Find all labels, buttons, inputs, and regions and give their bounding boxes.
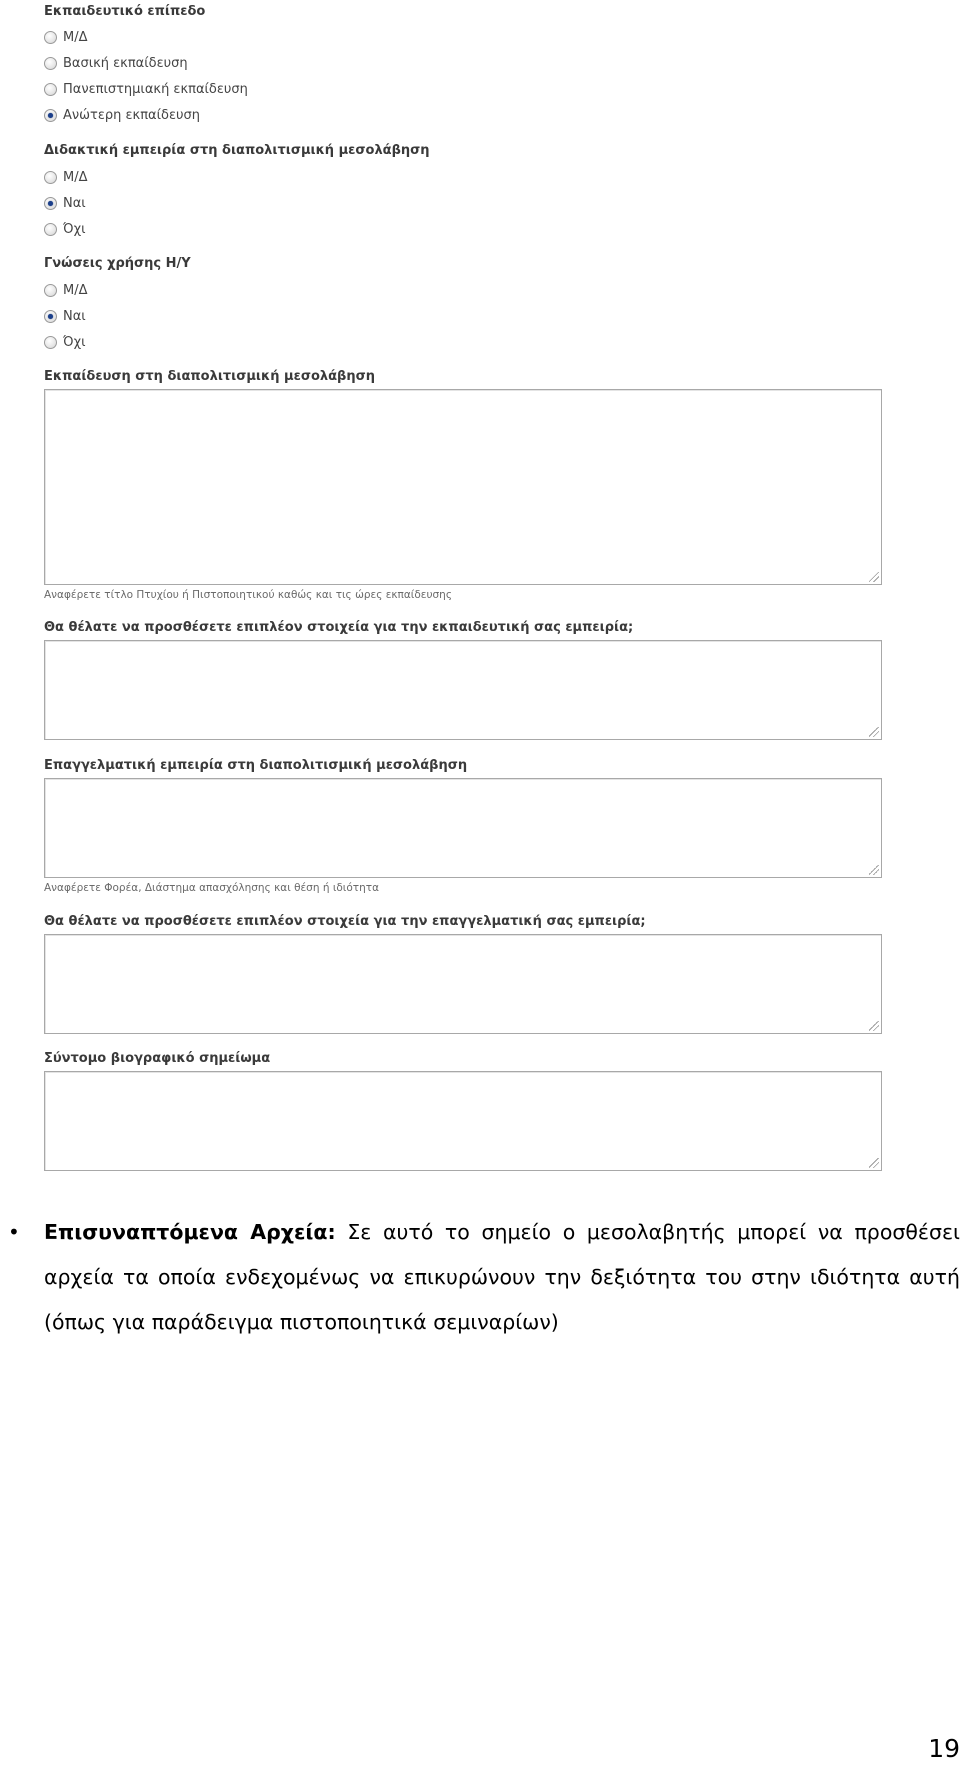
page-number: 19 bbox=[928, 1734, 960, 1763]
teaching-option-yes[interactable] bbox=[44, 194, 86, 212]
extra-professional-label: Θα θέλατε να προσθέσετε επιπλέον στοιχεία για την επαγγελματική σας εμπειρία; bbox=[44, 914, 646, 929]
option-label: Μ/Δ bbox=[63, 282, 88, 298]
computer-option-no[interactable] bbox=[44, 333, 85, 351]
radio-button-checked[interactable] bbox=[44, 109, 57, 122]
professional-experience-textarea[interactable] bbox=[44, 778, 882, 878]
professional-experience-hint: Αναφέρετε Φορέα, Διάστημα απασχόλησης και θέση ή ιδιότητα bbox=[44, 882, 380, 894]
teaching-experience-label: Διδακτική εμπειρία στη διαπολιτισμική μεσολάβηση bbox=[44, 143, 430, 158]
radio-button[interactable] bbox=[44, 223, 57, 236]
education-option-higher[interactable] bbox=[44, 106, 200, 124]
option-label: Μ/Δ bbox=[63, 169, 88, 185]
attachments-text: Σε αυτό το σημείο ο μεσολαβητής μπορεί να προσθέσει αρχεία τα οποία ενδεχομένως να επικυρώνουν την δεξιότητα του στην ιδιότητα αυτή (όπως για παράδειγμα πιστοποιητικά σεμιναρίων) bbox=[44, 1220, 960, 1334]
form-screenshot bbox=[44, 0, 884, 1180]
education-level-label: Εκπαιδευτικό επίπεδο bbox=[44, 4, 206, 19]
resize-grip-icon[interactable] bbox=[869, 572, 879, 582]
extra-education-label: Θα θέλατε να προσθέσετε επιπλέον στοιχεία για την εκπαιδευτική σας εμπειρία; bbox=[44, 620, 634, 635]
resize-grip-icon[interactable] bbox=[869, 1158, 879, 1168]
education-option-na[interactable] bbox=[44, 28, 88, 46]
resize-grip-icon[interactable] bbox=[869, 865, 879, 875]
radio-button-checked[interactable] bbox=[44, 310, 57, 323]
training-hint: Αναφέρετε τίτλο Πτυχίου ή Πιστοποιητικού καθώς και τις ώρες εκπαίδευσης bbox=[44, 589, 453, 601]
training-label: Εκπαίδευση στη διαπολιτισμική μεσολάβηση bbox=[44, 369, 375, 384]
resize-grip-icon[interactable] bbox=[869, 727, 879, 737]
teaching-option-na[interactable] bbox=[44, 168, 88, 186]
attachments-paragraph bbox=[44, 1210, 960, 1345]
training-textarea[interactable] bbox=[44, 389, 882, 585]
radio-button[interactable] bbox=[44, 83, 57, 96]
resize-grip-icon[interactable] bbox=[869, 1021, 879, 1031]
education-option-university[interactable] bbox=[44, 80, 248, 98]
radio-button[interactable] bbox=[44, 284, 57, 297]
computer-option-yes[interactable] bbox=[44, 307, 86, 325]
extra-professional-textarea[interactable] bbox=[44, 934, 882, 1034]
professional-experience-label: Επαγγελματική εμπειρία στη διαπολιτισμική μεσολάβηση bbox=[44, 758, 468, 773]
computer-option-na[interactable] bbox=[44, 281, 88, 299]
radio-button[interactable] bbox=[44, 171, 57, 184]
option-label: Βασική εκπαίδευση bbox=[63, 55, 188, 71]
radio-button[interactable] bbox=[44, 31, 57, 44]
bullet-icon: • bbox=[8, 1220, 20, 1244]
short-cv-label: Σύντομο βιογραφικό σημείωμα bbox=[44, 1051, 271, 1066]
teaching-option-no[interactable] bbox=[44, 220, 85, 238]
extra-education-textarea[interactable] bbox=[44, 640, 882, 740]
radio-button[interactable] bbox=[44, 57, 57, 70]
radio-button[interactable] bbox=[44, 336, 57, 349]
option-label: Ανώτερη εκπαίδευση bbox=[63, 107, 200, 123]
option-label: Ναι bbox=[63, 195, 86, 211]
option-label: Όχι bbox=[63, 334, 86, 350]
education-option-basic[interactable] bbox=[44, 54, 188, 72]
short-cv-textarea[interactable] bbox=[44, 1071, 882, 1171]
option-label: Όχι bbox=[63, 221, 86, 237]
radio-button-checked[interactable] bbox=[44, 197, 57, 210]
option-label: Πανεπιστημιακή εκπαίδευση bbox=[63, 81, 248, 97]
computer-skills-label: Γνώσεις χρήσης Η/Υ bbox=[44, 256, 191, 271]
option-label: Μ/Δ bbox=[63, 29, 88, 45]
option-label: Ναι bbox=[63, 308, 86, 324]
attachments-heading: Επισυναπτόμενα Αρχεία: bbox=[44, 1220, 336, 1244]
